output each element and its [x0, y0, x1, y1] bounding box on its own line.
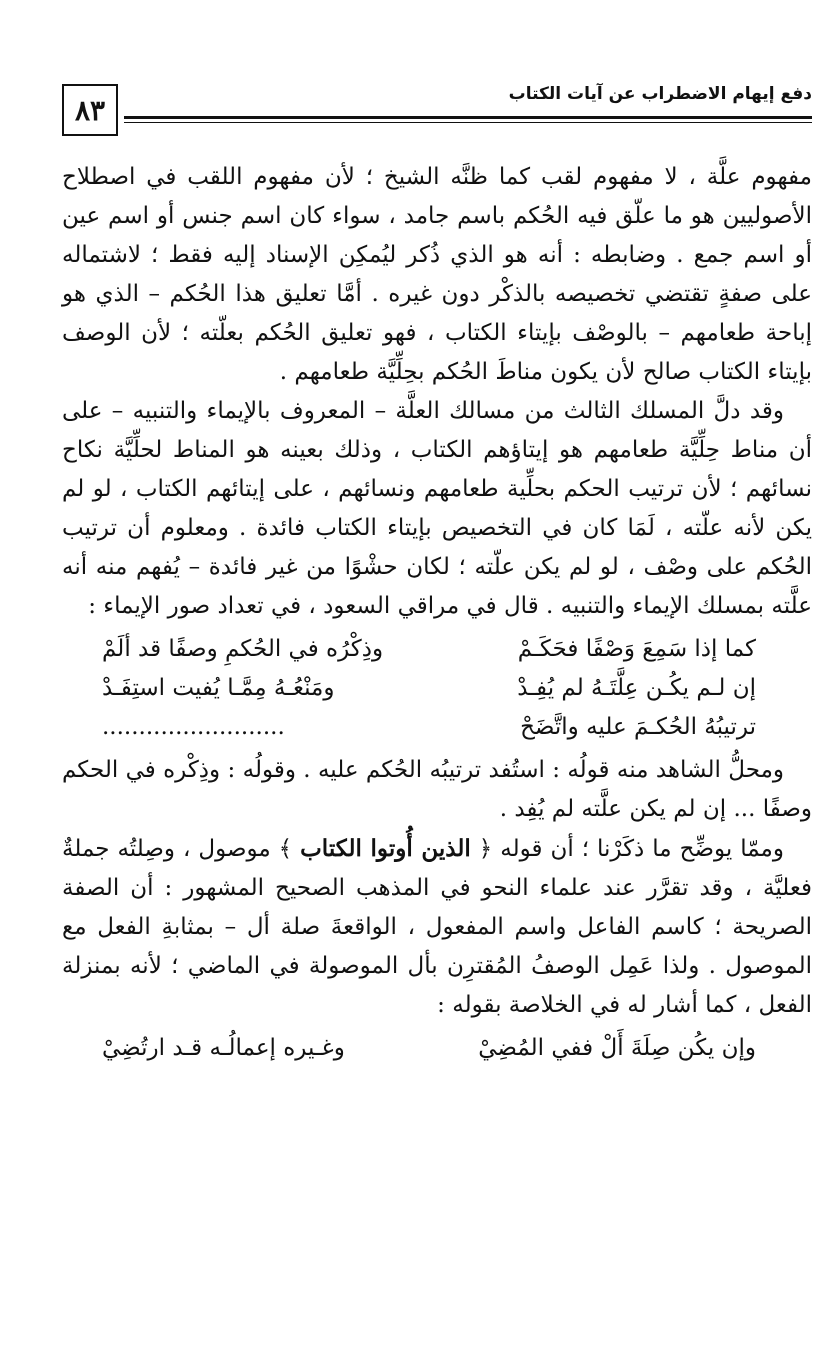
verse-line — [62, 669, 812, 708]
verse-hemistich-right: ترتيبُهُ الحُكـمَ عليه واتَّضَحْ — [520, 714, 756, 740]
page-header — [62, 84, 812, 154]
verse-hemistich-right: وإن يكُن صِلَةَ أَلْ ففي المُضِيْ — [478, 1035, 756, 1061]
running-title: دفع إيهام الاضطراب عن آيات الكتاب — [508, 84, 812, 104]
verse-hemistich-left: ......................... — [102, 714, 285, 740]
verse-line — [62, 630, 812, 669]
verse-hemistich-left: وذِكْرُه في الحُكمِ وصفًا قد ألَمْ — [102, 636, 384, 662]
verse-hemistich-right: إن لـم يكُـن عِلَّتَـهُ لم يُفِـدْ — [517, 675, 756, 701]
main-text — [62, 158, 812, 1072]
page-number: ٨٣ — [62, 84, 118, 136]
verse-hemistich-left: وغـيره إعمالُـه قـد ارتُضِيْ — [102, 1035, 345, 1061]
paragraph-4-rest: ﴾ موصول ، وصِلتُه جملةٌ فعليَّة ، وقد تقرَّر عند علماء النحو في المذهب الصحيح المشهور : أن الصفة الصريحة ؛ كاسم الفاعل واسم المفعول ، الواقعةَ صلة أل – بمثابةِ الفعل مع الموصول . ولذا عَمِل الوصفُ المُقترِن بأل الموصولة في الماضي ؛ لأنه بمنزلة الفعل ، كما أشار له في الخلاصة بقوله : — [62, 836, 812, 1018]
verse-hemistich-right: كما إذا سَمِعَ وَصْفًا فحَكَـمْ — [517, 636, 756, 662]
paragraph-1: مفهوم علَّة ، لا مفهوم لقب كما ظنَّه الشيخ ؛ لأن مفهوم اللقب في اصطلاح الأصوليين هو ما علّق فيه الحُكم باسم جامد ، سواء كان اسم جنس أو اسم عين أو اسم جمع . وضابطه : أنه هو الذي ذُكر ليُمكِن الإسناد إليه فقط ؛ لاشتماله على صفةٍ تقتضي تخصيصه بالذكْر دون غيره . أمَّا تعليق هذا الحُكم – الذي هو إباحة طعامهم – بالوصْف بإيتاء الكتاب ، فهو تعليق الحُكم بعلّته ؛ لأن الوصف بإيتاء الكتاب صالح لأن يكون مناطَ الحُكم بحِلِّيَّة طعامهم . — [62, 164, 812, 385]
final-poem-verse — [62, 1025, 812, 1072]
header-rule-thin — [124, 122, 812, 123]
paragraph-4 — [62, 829, 812, 1025]
verse-line — [62, 708, 812, 747]
paragraph-3: ومحلُّ الشاهد منه قولُه : استُفد ترتيبُه الحُكم عليه . وقولُه : وذِكْره في الحكم وصفًا ... إن لم يكن علَّته لم يُفِد . — [62, 757, 812, 822]
verse-line — [62, 1029, 812, 1068]
verse-hemistich-left: ومَنْعُـهُ مِمَّـا يُفيت استِفَـدْ — [102, 675, 335, 701]
quran-quote: الذين أُوتوا الكتاب — [300, 835, 471, 862]
paragraph-4-start: وممّا يوضِّح ما ذكَرْنا ؛ أن قوله ﴿ — [470, 836, 784, 862]
paragraph-2: وقد دلَّ المسلك الثالث من مسالك العلَّة – المعروف بالإيماء والتنبيه – على أن مناط حِلِّيَّة طعامهم هو إيتاؤهم الكتاب ، وذلك بعينه هو المناط لحلِّيَّة نكاح نسائهم ؛ لأن ترتيب الحكم بحلِّية طعامهم ونسائهم ، على إيتائهم الكتاب ، لو لم يكن لأنه علّته ، لَمَا كان في التخصيص بإيتاء الكتاب فائدة . ومعلوم أن ترتيب الحُكم على وصْف ، لو لم يكن علّته ؛ لكان حشْوًا من غير فائدة – يُفهم منه أنه علَّته بمسلك الإيماء والتنبيه . قال في مراقي السعود ، في تعداد صور الإيماء : — [62, 398, 812, 619]
header-rule-thick — [124, 116, 812, 119]
poem-verses — [62, 626, 812, 751]
